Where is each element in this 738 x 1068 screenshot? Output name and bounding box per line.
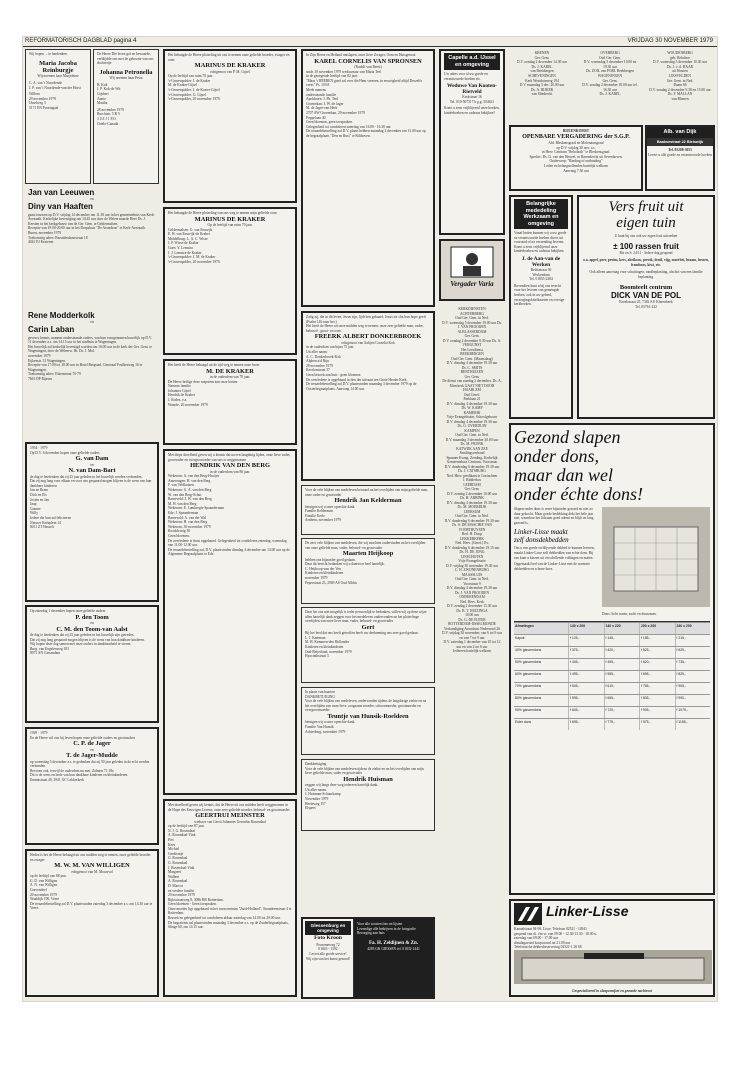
price-cell: f 525,- [639,647,675,658]
anniv-name-2: T. de Jager-Mudde [66,752,118,760]
price-row [514,634,710,646]
thanks-text: betuigen wij u onze oprechte dank. Familie Van Hunsik Achterberg, november 1979 [305,720,356,734]
years: 1929 · 1979 [30,731,48,735]
price-cell: f 775,- [604,719,640,730]
linker-lisse-ad [509,899,715,997]
obit-intro: Het behaagde de Heere plotseling van ons weg te nemen mijn geliefde oom [168,211,277,215]
anniv-name-1: P. den Toom [75,613,109,621]
obit-text: Wekerom: A. van den Berg-Hooijer Amerongen: H. van den Berg F. van Veldhuizen Wekerom: G. A. van den Berg W. van den Berg-Schut Barneveld: J. W. van den Berg M. H. van den Berg Wekerom: E. Lambregts-Spaanderman Ede: J. Spaanderman Barneveld: A. van der Wal Wekerom: H. van den Berg Wekerom, 30 november 1979 Rooskleurig 30 Geen bloemen. De overledene is thuis opgebaard. Gelegenheid tot condoleren zaterdag, woensdag van 11.00-12.00 uur. De teraardebestelling zal, D.V. plaatsvinden dinsdag 4 december om 14.00 uur op de Algemene Begraafplaats te Ede. [168,474,290,557]
obituary-de-kraker-3 [163,359,297,445]
thanks-intro: In plaats van kaarten DANKBETUIGING Voor de vele blijken van medeleven, ondervonden tijdens de langdurige ziekte en na het overlijden van onze lieve, zorgzame moeder, schoonmoeder, grootmoeder en overgrootmoeder [305,690,427,713]
fruit-ad [577,195,715,419]
obit-text: op de leeftijd van 87 jaar. N. J. G. Rosendaal A. Rosendaal-Vink Piet Kees Michiel Gerdientje G. Rosendaal G. Rosendaal J. Rosendaal-Vink Margreet Walbert A. Rosendaal D. Marcor en verdere familie 29 november 1979 Rijksstraatweg 8, 3086 RR Rotterdam. Geen bloemen - Geen toespraken. Onze moeder ligt opgebaard in het rouwcentrum "Zuid-Holland", Strandeenstraat 4 te Rotterdam. Bezoek en gelegenheid tot condoleren aldaar zaterdag van 14.00 tot 20.00 uur. De begrafenis zal plaatsvinden maandag 3 december a.s. op de Zuiderbegraafplaats, Slinge 60, om 14.15 uur. [168,824,292,930]
promo-note: Levert alle goede service! Wij zijn van het kunst gezond! [305,952,351,961]
thanks-name: Teuntje van Hunsik-Roeldeen [327,712,409,720]
capelle-shop: Weduwe Van Kooten-Rietveld [446,83,498,96]
wedding-text: gaan trouwen op D.V. vrijdag 14 december om 11.30 uur in het gemeentehuis van Kerk-Avezaath. Kerkelijke bevestiging om 14.45 uur door de Weleerwaarde Heer Ds. J. Kersten in het kerkgebouw van de Ger. Gem. te Geldermalsen. Receptie van 19.00-20.00 uur in het Dorpshuis "De Avondzon" te Kerk-Avezaath. Buren, november 1979 Toekomstig adres: Bezuidenhoutstraat 18 4041 EJ Kesteren [28,212,155,245]
thanks-name: Maarten Heijkoop [342,550,394,558]
price-cell: f 625,- [675,647,711,658]
capelle-title: Capelle a.d. IJssel en omgeving [444,53,500,70]
van-dijk-address: Baaksestraat 22 Bleiswijk [647,138,713,147]
fruit-address: Broekstraat 25, 7382 AU Klarenbeek Tel. 05761-222 [619,299,673,309]
groom-name: Jan van Leeuwen [28,188,95,197]
promo-left [303,919,354,997]
werkendam-title: Belangrijke mededeling Werkzaam en omgeving [514,199,568,229]
capelle-body: Uw adres voor al uw goede en verantwoorde boeken etc. [444,72,488,81]
anniversary-ad-3 [25,727,159,845]
obit-text: Op de leeftijd van ruim 70 jaar. 's-Gravenpolder: J. de Kraker M. de Kraker-Gijsel 's-Gravenpolder: J. de Koster-Gijsel 's-Gravenpolder: G. Gijsel 's-Gravenpolder, 20 november 1979. [168,74,221,102]
van-dijk-note: Levert u alle goede en verantwoorde boeken [648,152,712,157]
price-cell: f 545,- [568,683,604,694]
price-cell: f 620,- [639,659,675,670]
fruit-note: Ook alleen aanvraag voor schuttingen, randbeplanting, afschot van een familie beplanting. [589,270,703,279]
price-cell: 40% ganzendons [515,647,542,652]
anniv-intro: Op zaterdag 1 december hopen onze geliefde ouders [30,609,106,613]
obit-sub: weduwe van Gerrit Johannes Gerardus Rosendaal [194,819,266,824]
obit-intro: Heden is het de Heere behaagd uit ons midden weg te nemen, onze geliefde broeder en zwager [30,853,151,862]
obit-name: M. DE KRAKER [206,367,254,375]
price-cell: f 495,- [568,671,604,682]
birth-parents: C. A. van 't Noordende J. P. van 't Noordende-van der Horst [29,81,81,90]
price-cell: f 375,- [568,647,604,658]
sgp-top: BIJEENKOMST [562,129,590,133]
price-cell: f 145,- [604,635,640,646]
price-rows [514,634,710,730]
obit-name: MARINUS DE KRAKER [194,215,266,223]
price-row [514,706,710,718]
anniv-name-2: C. M. den Toom-van Aalst [56,625,128,633]
linker-name: Linker-Lisse [546,903,629,919]
anniv-text: de dag te herdenken dat zij 25 jaar geleden in het huwelijk zijn getreden. Dat zij nog lang gespaard mogen blijven is de wens van hun dankbare kinderen. Wij hopen deze dag samen met onze ouders in dankbaarheid te vieren. Burg. van Engelenweg 181 8071 AN Giesendam [30,633,145,656]
obit-name: FREERK ALBERT DONKERBROEK [314,333,422,341]
linker-footer: Gespecialiseerd in slaapcomfort en gezonde nachtrust [572,988,652,993]
birth-name: Johanna Petronella [99,68,153,76]
promo-shop: Foto Kroon [314,935,342,942]
dons-heading-1: Gezond slapen [514,427,621,447]
obit-intro: Het behaagde de Heere plotseling uit ons te nemen onze geliefde broeder, zwager en oom [168,53,290,62]
dons-body-2: Om u een goede en blijvende dekbed te kunnen leveren, maakt Linker-Lisse zelf dekbedden van echte dons. Bij ons kunt u kiezen uit verschillende vullingen en maten. [514,546,595,560]
price-cell: f 1155,- [675,719,711,730]
wedding-ad-1 [25,186,159,306]
werkendam-note: Bovendien kunt u bij ons terecht voor het leveren van gemengde boeken, ook in uw gebied, verzorgingsbriefkaarten en overige kerkboeken. [514,283,565,307]
obit-name: HENDRIK VAN DEN BERG [190,462,270,470]
price-table-header [514,622,710,634]
price-cell: f 495,- [604,659,640,670]
obit-intro: Zalig zij, die in dit leven, Jezus zijn, lijdt ben gebaard, Jezus tot slot hun hope geeft (Psalm 146 naar ber.) Het heeft de Heere uit onze midden weg te nemen, onze zeer geliefde man, vader, behuwd-, groot- en oom [306,315,426,333]
storefront-photo [514,950,712,984]
fruit-title-1: Vers fruit uit [608,199,684,215]
bride-name: Carin Laban [28,324,75,334]
obit-sub: echtgenoot van Aaltjen Cornelia Kok [341,340,395,345]
birth-address: 28 november 1979 Burchtstr. 5 B 5 3 0 Z J 1 P.O. Ortelo-Canada [97,107,124,126]
price-cell: f 695,- [639,671,675,682]
price-cell: f 720,- [604,707,640,718]
anniv-name-1: G. van Dam [75,455,109,463]
thanks-huisman [301,759,435,831]
sgp-meeting-ad [509,125,643,191]
newspaper-page [22,36,718,1002]
promo-badge: Fa. H. Zeldijnen & Zn. [368,940,419,946]
birth-name: Maria Jacoba Reinburgje [39,59,77,74]
and-word: en [90,197,94,201]
price-cell: 50% ganzendons [515,659,542,664]
obit-text: sinds 10 november 1979 weduwnaar van Maria Teel in de gezegende leeftijd van 82 jaar. "Maar 's HEEREN goed sal over die Hem vreezen, in eeuwigheid altijd Deszelfs vrees" Ps. 103:8 Mede namens onderstaande familie Apeldoorn: J. Ph. Teel Groenekan: J. W. de Jager M. de Jager-van Herk 2707 AW Groenekan, 29 november 1979 Poppelaan 40. Geen bloemen, geen toespraken. Gelegenheid tot condoleren zaterdag van 16.00 - 16.30 uur. De teraardebestelling zal D.V. plaats hebben maandag 3 december om 13.00 uur op de begraafplaats "Den en Rust" te Bilthoven. [306,69,426,138]
church-text: WOUDENBERG geb. Rehoboe D.V. woensdag 5 december 10.30 uur Ds. J. v. d. HAAR uit Houten LIESVELDEN Ger. Gem. in Ned. Daam 66 D.V. zondag 2 december 9.30 en 15.00 uur Ds. F. MALLAN van Rhenen [649,51,711,101]
price-row [514,658,710,670]
anniv-intro: Op D.V. 6 december hopen onze geliefde ouders [30,450,100,455]
th: 200 x 200 [639,623,675,634]
price-cell: f 735,- [675,659,711,670]
thanks-name: Gert [361,623,375,631]
price-row [514,694,710,706]
werkendam-shop: J. de Aan-van de Werken [521,255,561,268]
fruit-owner: DICK VAN DE POL [610,290,682,300]
thanks-text: zeggen wij langs deze weg iedereen hartelijk dank. Uit aller naam: J. Huisman-Schuurkamp November 1979 Heeteweg 157 Elspeet [305,783,379,811]
werkendam-body: Vanaf heden kunnen wij u uw goede en verantwoorde boeken direct uit voorraad of na verzending leveren. Komt u eens vrijblijvend onze kinderboeken en cadeaus bekijken. [514,231,567,254]
promo-right [354,919,433,997]
thanks-van-hunsik [301,687,435,755]
obituary-van-den-berg [163,449,297,795]
dons-left-text [514,507,598,617]
obit-sub: in de ouderdom van 70 jaar. [209,375,251,379]
birth-intro: De Heere Die leven gaf en bewaarde, verblijdde ons met de geboorte van ons dochtertje [97,52,154,66]
obit-sub: echtgenoot van P. M. Gijsel [210,69,250,74]
church-block-3 [645,49,715,123]
birth-ad-1 [25,49,91,184]
obit-intro: In Zijn Heere en Heiland ontslapen, onze lieve Zwager, Oom en Huisgenoot [306,53,416,57]
foto-kroon-ad [301,917,435,999]
van-dijk-phone: Tel. 05208-3055 [668,148,692,153]
thanks-name: Hendrik Huisman [343,775,393,783]
price-cell: f 125,- [568,635,604,646]
church-services-text: KERKDIENSTEN ACHTERBERG Oud Ger. Gem. in Ned. D.V. woensdag 5 december 19.00 uur Ds. J. VAN PROOIJEN ALBLASSERDAM Ger. Gem. D.V. zondag 2 december 9.30 uur Ds. A. VERGUNST Het Leesdienst BEEKBERGEN Oud Ger. Gem. (Maansdaag) D.V. dinsdag 4 december 19.30 uur Ds. C. SMITS BENTHUIZEN Ger. Gem. De dienst van zondag 2 december, Ds. A. Moerkerk GAAT NIET DOOR HAARLEM Oud Geref. Parklaan 21 D.V. dinsdag 4 december 19.30 uur Ds. W. KAMP KAMERIK Vrije Evangelisatie, Schoolgebouw D.V. dinsdag 4 december 19.30 uur Ds. G. OVERDUIN KAMPEN Oud Ger. Gem. in Ned. D.V. maandag 3 december 20.00 uur Ds. M. FRONK KATWIJK AAN ZEE Sendingsverband Spanner Evang. Zending, Kerkelijk Gemeentehuis Centrum, Voorstraat D.V. donderdag 6 december 19.30 uur Ds. J. CATSBURG Ned. Herv. predikant te Gorinchem J. Ridderbos LEERDAM Ger. Gem. D.V. zondag 2 december 10.00 uur Ds. H. ABBINK D.V. dinsdag 4 december 19.30 uur Ds. M. MOERDIJK LEERSUM Oud Ger. Gem. in Ned. D.V. donderdag 6 december 19.30 uur Ds. S. DE MASCHIE VAN VOORTHUYSEN Red. H. Doop LEKKERKERK Ned. Herv. (Geref.) Ev. D.V. donderdag 6 december 19.15 uur Ds. H. DE JONG LINSCHOTEN Vrije Evangelisatie D.V. vrijdag 30 november 19.30 uur C. H. ZWIJNENBURG MAASSLUIS Oud Ger. Gem. in Ned. Voorstraat 9 D.V. dinsdag 4 december 19.30 uur Ds. J. VAN PROOIJEN ONDERENDAM Ned. Herv. Kerk D.V. zondag 2 december 15.30 uur Ds. B. T. HUIZINGA 18.00 uur Ds. G. DE FIJTER ROTTERDAM-IJSSELMONDE Verkondiging Avondrust Nederoord 26 D.V. vrijdag 30 november, van 6 tot 9 uur en van 7 tot 9 uur D.V. zaterdag 1 december van 10 tot 12 uur en van 2 tot 6 uur Iedereen hartelijk welkom [442,307,502,653]
and-word: en [90,462,94,467]
price-cell: f 825,- [675,671,711,682]
linker-logo-icon [514,903,542,925]
price-cell: f 905,- [675,683,711,694]
obit-sub: Op de leeftijd van ruim 70 jaar. [207,223,253,227]
th: 140 x 200 [568,623,604,634]
birth-intro: Wij hopen ... te herdenken [29,52,67,56]
obit-text: De Heere heilige deze roepstem aan onze harten. Namens familie Johannes Gijsel Hendrik de Kraker J. Rodez, e.a. Waarde, 20 november 1979 [168,379,239,407]
obit-name: GEERTRUI MEINSTER [195,812,265,820]
price-cell: f 975,- [639,719,675,730]
thanks-name: Hendrik Jan Kelderman [334,497,402,505]
obit-intro: Met diepe droefheid geven wij u kennis dat na een langdurig lijden, onze lieve vader, grootvader en overgrootvader van ons is weggenomen [168,453,291,462]
thanks-intro: Dankbetuiging Voor de vele blijken van medeleven tijdens de ziekte en na het overlijden van mijn lieve geliefde man, vader en grootvader [305,762,424,776]
price-cell: f 1075,- [675,707,711,718]
fruit-title-2: eigen tuin [616,215,676,231]
price-cell: f 185,- [639,635,675,646]
anniversary-ad-2 [25,605,159,723]
dons-caption-1: Opgemaakt bed van de Linker-Lisse met de warmste dekbedden en schone hoes. [514,562,590,571]
van-dijk-title: Alb. van Dijk [647,127,713,138]
dons-photo-area [602,507,710,617]
obit-sub: in de ouderdom van 80 jaar. [209,469,251,474]
birth-sub: Wij noemen haar Petra [109,76,143,81]
dons-ad [509,423,715,895]
and-word: en [90,747,94,752]
obituary-meinster [163,799,297,997]
sgp-title: OPENBARE VERGADERING der S.G.P. [522,133,630,140]
church-text: OVERBERG Oud Ger. Gem. D.V. woensdag 5 december 10.00 en 19.30 uur Ds. ZOIL van PORL Beekbergen WAGENINGEN Ger. Gem. D.V. zondag 2 december 10.00 uur tel. 16.30 uur Ds. J. KAREL [582,51,638,97]
price-cell: Kapok [515,635,525,640]
page-header [23,37,717,47]
thanks-intro: Daar het ons niet mogelijk is ieder persoonlijk te bedanken, willen wij op deze wijze allen hartelijk dank zeggen voor het medeleven ondervonden na het plotselinge overlijden van onze lieve man, vader, behuwd- en grootvader [305,610,427,624]
church-block-2 [577,49,643,123]
birth-parents: B. Kok J. P. Kok-de Wit Gijsbert Annie Martha [97,82,121,106]
header-right: VRIJDAG 30 NOVEMBER 1979 [627,38,713,44]
werkendam-ad [509,195,573,419]
price-row [514,682,710,694]
anniv-text: op woensdag 5 december a.s. te gedenken dat zij 50 jaar geleden in de echt werden verbonden. Bevoren ook, terwijl de ouderdom nu mei, Zalmen 71:18a Dit is de wens en bede van hun dankbare kinderen en kleinkinderen. Emmastraat 40, 2941 XC Lekkerkerk [30,759,150,782]
price-cell: f 835,- [639,695,675,706]
van-dijk-ad [645,125,715,191]
church-text: KRENEN Ger. Gem. D.V. zondag 2 december 14.30 uur Ds. J. KAREL van Beekbergen SCHEVENINGEN Kerk Westduinweg 194 D.V. maandag 3 dec. 20.00 uur Ds. A. BIJKER van Sliedrecht [516,51,568,97]
price-cell: 80% ganzendons [515,695,542,700]
church-services [439,305,505,997]
linker-info: Kanaalstraat 94-96, Lisse, Telefoon 02521 - 14941 geopend van di. t/m vr. van 09.00 - 12.30/13.30 - 18.00 u. zaterdag van 09.00 - 17.00 uur dinsdagavond koopavond tot 21.00 uur Telefonische dekbedreservering 02521-1 20 68 [514,927,598,950]
obit-name: KAREL CORNELIS VAN SPRONSEN [314,57,422,65]
th: 240 x 200 [675,623,711,634]
price-cell: f 645,- [568,707,604,718]
birth-address: Willem 29 november 1979 IJsselweg 3 5171 EN Poortugaal [29,92,59,110]
obituary-donkerbroek [301,311,435,481]
and-word: en [90,621,94,625]
thanks-text: betuigen wij u onze oprechte dank. Familie Kelderman Familie Kerle Arnhem, november 1979 [305,504,356,523]
duvet-photo [602,507,710,607]
dons-heading-2: onder dons, [514,446,599,466]
price-cell: f 420,- [604,647,640,658]
price-cell: f 765,- [639,683,675,694]
dons-caption-2: Dons: licht warm, zacht en duurzaam. [602,612,657,616]
thanks-heijkoop [301,538,435,604]
dons-body: Slapen onder dons is verre bijzonder gezond en niet zo duur gekocht. Maar goede bedekking dekt het hele jaar niet, waardoor het lichaam goed ademt en blijft en lang gezond is. [514,507,594,525]
groom-name: Rene Modderkolk [28,311,95,320]
anniv-name-1: C. P. de Jager [73,740,111,748]
price-cell: 60% ganzendons [515,671,542,676]
promo-title: Glessenburg en omgeving [305,921,351,935]
price-row [514,670,710,682]
thanks-intro: Voor de vele blijken van medeleven betoond na het overlijden van mijn geliefde man, onze vader en grootvader [305,488,429,497]
price-cell: f 595,- [568,695,604,706]
obituary-van-spronsen [301,49,435,307]
capelle-address: Kerkstraat 16 Tel. 010-507317 b.g.g. 504621 [449,95,495,104]
obituary-de-kraker-2 [163,207,297,355]
vergader-varia-logo [439,239,505,301]
obituary-ad-col1 [25,849,159,997]
and-word: en [90,320,94,324]
wedding-text: geven u kennis, namens onderstaande ouders, van hun voorgenomen huwelijk op D.V. 11 december a.s. om 14.15 uur in het stadhuis te Wageningen. Het huwelijk zal kerkelijk bevestigd worden om 16.00 uur in de kerk der Ger. Gem. te Wageningen, door de Weleerw. Hr. Ds. J. Mol. november 1979 Eijkenstr. 31 Wageningen. Receptie van 17.00 tot 18.00 uur in Hotel Bergstad, Generaal Foulkesweg 16 te Wageningen. Toekomstig adres: Eikenstraat 70-79 7661 DP Rijssen [28,335,152,381]
thanks-intro: De zeer vele blijken van medeleven, die wij mochten ondervinden na het overlijden van onze geliefde man, vader, behuwd- en grootvader [305,541,426,550]
price-cell: 90% ganzendons [515,707,542,712]
thanks-kelderman [301,485,435,535]
obit-sub: echtgenoot van M. Mouwval [71,869,113,874]
fruit-big: ± 100 rassen fruit [613,241,679,251]
podium-icon [441,241,503,299]
capelle-ad [439,49,505,235]
anniv-intro: En de Heere wil ons bij leven hopen onze geliefde ouders en grootouders [30,735,136,740]
dons-sub-1: Linker-Lisse maakt [514,528,568,537]
bride-name: Diny van Haaften [28,201,93,211]
obit-text: op de leeftijd van 88 jaar. G. D. van Willigen A. N. van Willigen Gravendeel 20 november 1979 Waaldijk 190, Veere De teraardebestelling zal D.V. plaatsvinden zaterdag 3 december a.s. om 14.30 uur te Veere. [30,874,153,911]
thanks-text: hebben ons bijzonder goed gedaan. Daar dit bericht bedanken wij u daarvoor heel hartelijk. C. Heijkoop-van der Ven Kinderen en kleinkinderen november 1979 Peperstraat 23, 2969 AS Oud Alblas [305,557,385,585]
price-row [514,646,710,658]
th: Afmetingen [515,623,534,628]
thanks-gert [301,607,435,683]
anniv-name-2: N. van Dam-Bart [68,467,116,475]
price-table [514,621,710,730]
vergader-title: Vergader Varia [450,280,494,288]
anniv-text: de dag te herdenken dat zij 25 jaar geleden in het huwelijk werden verbonden. Dat zij nog lang voor elkaar en voor ons gespaard mogen blijven is de wens van hun dankbare kinderen Jan en Bram Dick en Els Josien en Jan Jaap Gonnie Willy Iedere die hun zal feliciteren Nieuwe Kerkplein 14 8011 ZT Hasselt [30,474,152,530]
years: 1954 · 1979 [30,446,48,450]
sgp-body: Afd. Bleskensgraaf en Molenaarsgraaf op D.V. vrijdag 30 nov. a.s. in Herv. Centrum "Rehoboth" te Bleskensgraaf. Spreker: Ds. G. van den Heuvel, in Barendrecht uit Sevenhoven. Onderwerp: "Binding of ontbinding" Leden en belangstellenden hartelijk welkom Aanvang 7.30 uur [529,141,623,173]
dons-sub-2: zelf donsdekbedden [514,536,569,545]
obit-name: MARINUS DE KRAKER [194,62,266,70]
capelle-note: Komt u eens vrijblijvend onze boeken, kinderboeken en cadeaus bekijken? [444,106,500,115]
fruit-small: Bis en S. 24/11 · Iedere dag geopend [619,250,673,255]
obituary-de-kraker-1 [163,49,297,203]
obit-intro: Het heeft de Heere behaagd uit de tijd weg te nemen onze broer [168,363,260,367]
fruit-list: o.a. appel, peer, pruim, kers, abrikoos, perzik, druif, vijg, moerbei, braam, bessen, framboos, kiwi, etc. [583,258,709,267]
price-row [514,718,710,730]
obit-name: M. W. M. VAN WILLIGEN [54,862,130,870]
price-cell: f 555,- [604,671,640,682]
birth-sub: Wij noemen haar Marjoleine [37,74,79,79]
promo-bullets: Voor alle soorten foto en lijsten Levendige alle bedrijven in de fotografie Bezorging aan huis [357,922,416,936]
price-cell: f 610,- [604,683,640,694]
obit-sub: (Rudolf van Reest) [354,65,382,69]
price-cell: 70% ganzendons [515,683,542,688]
price-cell: f 905,- [639,707,675,718]
fruit-sub: U kunt bij ons ook uw eigen fruit uitzoeken [614,234,678,238]
promo-badge-address: 4283 GK GIESSEN tel. 01832-1441 [367,947,420,952]
promo-address: Peuromeweg 72 01845 - 1392 [316,942,340,952]
price-cell: f 215,- [675,635,711,646]
obit-text: Geldermalsen: G. van Eeuwijk E. H. van Eeuwijk-de Kraker Middelburg: L. A. C. Wisse J. P. Wisse-de Kraker Goes: Y. Lemstra J. J. Lemstra-de Kraker 's-Gravenpolder: J. M. de Kraker 's-Gravenpolder, 20 november 1979. [168,227,221,264]
price-cell: f 695,- [568,719,604,730]
price-cell: f 665,- [604,695,640,706]
th: 140 x 220 [604,623,640,634]
obit-text: in de ouderdom van bijna 75 jaar. Uit aller naam: A. C. Donkerbroek-Kok Alphen a/d Rijn 28 november 1979 Keerlonstraat 37 Geen bezoek aan huis - geen bloemen De overledene is opgebaard in den der uitvaart ten Grote Herder Kerk. De teraardebestelling zal D.V. plaatsvinden maandag 3 december 1979 op de Oosterbegraafplaats. Aanvang 14.00 uur. [306,345,417,391]
church-block-1 [509,49,575,123]
price-cell: f 445,- [568,659,604,670]
werkendam-address: Beldsetraat 56 Werkendam Tel. 01855-2284 [529,267,553,282]
birth-ad-2 [93,49,159,184]
price-cell: Eider dons [515,719,532,724]
dons-heading-3: maar dan wel [514,465,613,485]
header-left: REFORMATORISCH DAGBLAD pagina 4 [25,38,137,44]
fruit-bc: Boomteelt centrum [619,283,673,291]
thanks-text: Bij het leed dat ons heeft getroffen heeft uw deelneming ons zeer goed gedaan. L. J. Kamman M. H. Kemmen-den Hollander Kinderen en kleinkinderen Oud-Beijerland, november 1979 Hyacinthstraat 3 [305,631,419,659]
price-cell: f 990,- [675,695,711,706]
wedding-ad-2 [25,309,159,437]
obit-intro: Met droefheid geven wij kennis, dat de Heere uit ons midden heeft weggenomen in de Hope des Eeuwigen Levens, onze zeer geliefde moeder, behuwd- en grootmoeder [168,803,290,812]
dons-heading-4: onder échte dons! [514,484,643,504]
anniversary-ad-1 [25,442,159,602]
